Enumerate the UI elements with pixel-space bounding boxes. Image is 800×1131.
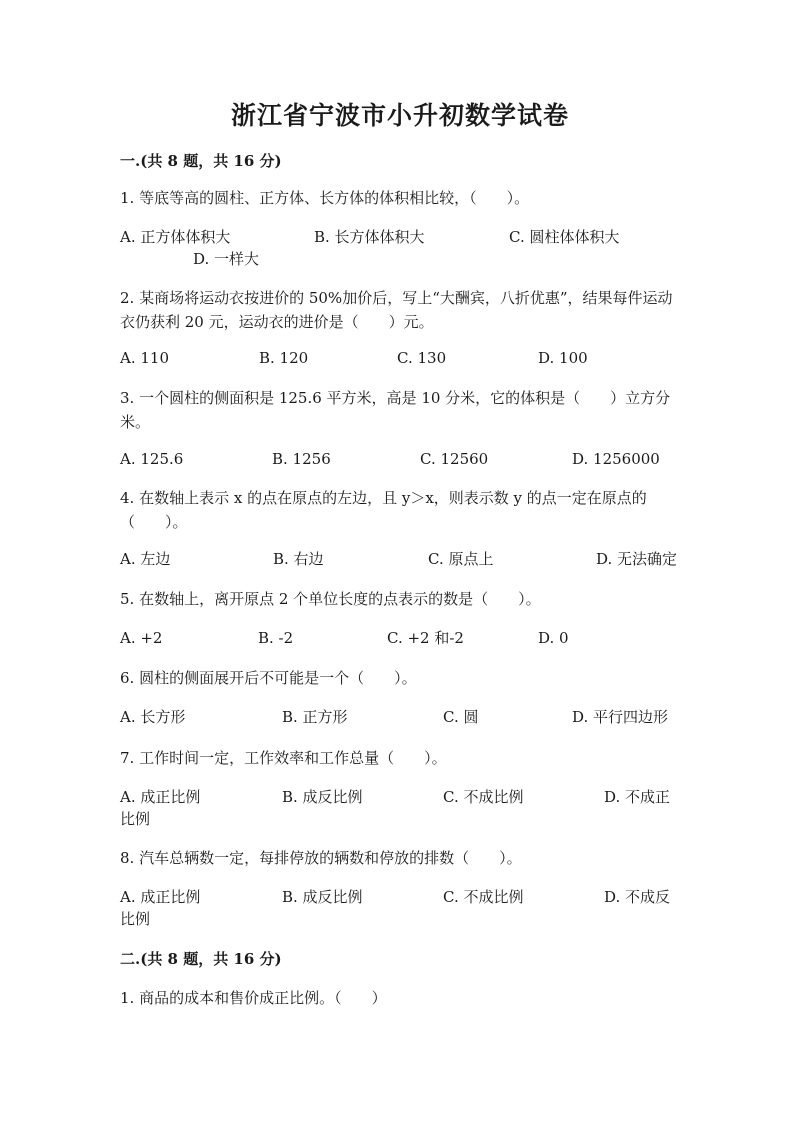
q7-option-b: B. 成反比例 — [282, 788, 363, 806]
q5-option-c: C. +2 和-2 — [387, 629, 464, 647]
question-3: 3. 一个圆柱的侧面积是 125.6 平方米，高是 10 分米，它的体积是（ ）立方分米。 — [120, 389, 671, 431]
q3-option-c: C. 12560 — [420, 450, 489, 468]
q1-option-c: C. 圆柱体体积大 — [509, 228, 620, 246]
q3-option-d: D. 1256000 — [572, 450, 660, 468]
q4-option-d: D. 无法确定 — [596, 550, 678, 568]
q6-option-c: C. 圆 — [443, 708, 479, 726]
q4-option-c: C. 原点上 — [428, 550, 494, 568]
q6-option-d: D. 平行四边形 — [572, 708, 669, 726]
q2-option-c: C. 130 — [397, 349, 447, 367]
page-title: 浙江省宁波市小升初数学试卷 — [230, 101, 569, 130]
question-2: 2. 某商场将运动衣按进价的 50%加价后，写上“大酬宾，八折优惠”，结果每件运动衣仍获利 20 元，运动衣的进价是（ ）元。 — [120, 289, 673, 331]
q2-option-b: B. 120 — [259, 349, 309, 367]
q6-option-a: A. 长方形 — [120, 708, 186, 726]
q7-option-a: A. 成正比例 — [120, 788, 201, 806]
q6-option-b: B. 正方形 — [282, 708, 348, 726]
q8-option-d: D. 不成反比例 — [120, 888, 671, 928]
question-4: 4. 在数轴上表示 x 的点在原点的左边，且 y＞x，则表示数 y 的点一定在原点的（ ）。 — [120, 489, 647, 531]
question-5: 5. 在数轴上，离开原点 2 个单位长度的点表示的数是（ ）。 — [120, 590, 541, 608]
question-7: 7. 工作时间一定，工作效率和工作总量（ ）。 — [120, 749, 447, 767]
q4-option-a: A. 左边 — [120, 550, 171, 568]
section-2-heading: 二.(共 8 题，共 16 分) — [120, 950, 282, 968]
q8-option-c: C. 不成比例 — [443, 888, 524, 906]
q2-option-a: A. 110 — [120, 349, 169, 367]
q5-option-a: A. +2 — [120, 629, 163, 647]
q8-option-b: B. 成反比例 — [282, 888, 363, 906]
section-2-question-1: 1. 商品的成本和售价成正比例。（ ） — [120, 989, 387, 1007]
q3-option-b: B. 1256 — [272, 450, 331, 468]
question-6: 6. 圆柱的侧面展开后不可能是一个（ ）。 — [120, 669, 417, 687]
q5-option-b: B. -2 — [258, 629, 294, 647]
question-1: 1. 等底等高的圆柱、正方体、长方体的体积相比较，（ ）。 — [120, 189, 530, 207]
q7-option-c: C. 不成比例 — [443, 788, 524, 806]
q8-option-a: A. 成正比例 — [120, 888, 201, 906]
q1-option-a: A. 正方体体积大 — [120, 228, 231, 246]
section-1-heading: 一.(共 8 题，共 16 分) — [120, 152, 282, 170]
q4-option-b: B. 右边 — [273, 550, 324, 568]
q2-option-d: D. 100 — [538, 349, 588, 367]
q1-option-b: B. 长方体体积大 — [314, 228, 425, 246]
q7-option-d: D. 不成正比例 — [120, 788, 671, 828]
q1-option-d: D. 一样大 — [193, 250, 260, 268]
q3-option-a: A. 125.6 — [120, 450, 184, 468]
q5-option-d: D. 0 — [538, 629, 569, 647]
question-8: 8. 汽车总辆数一定，每排停放的辆数和停放的排数（ ）。 — [120, 849, 522, 867]
